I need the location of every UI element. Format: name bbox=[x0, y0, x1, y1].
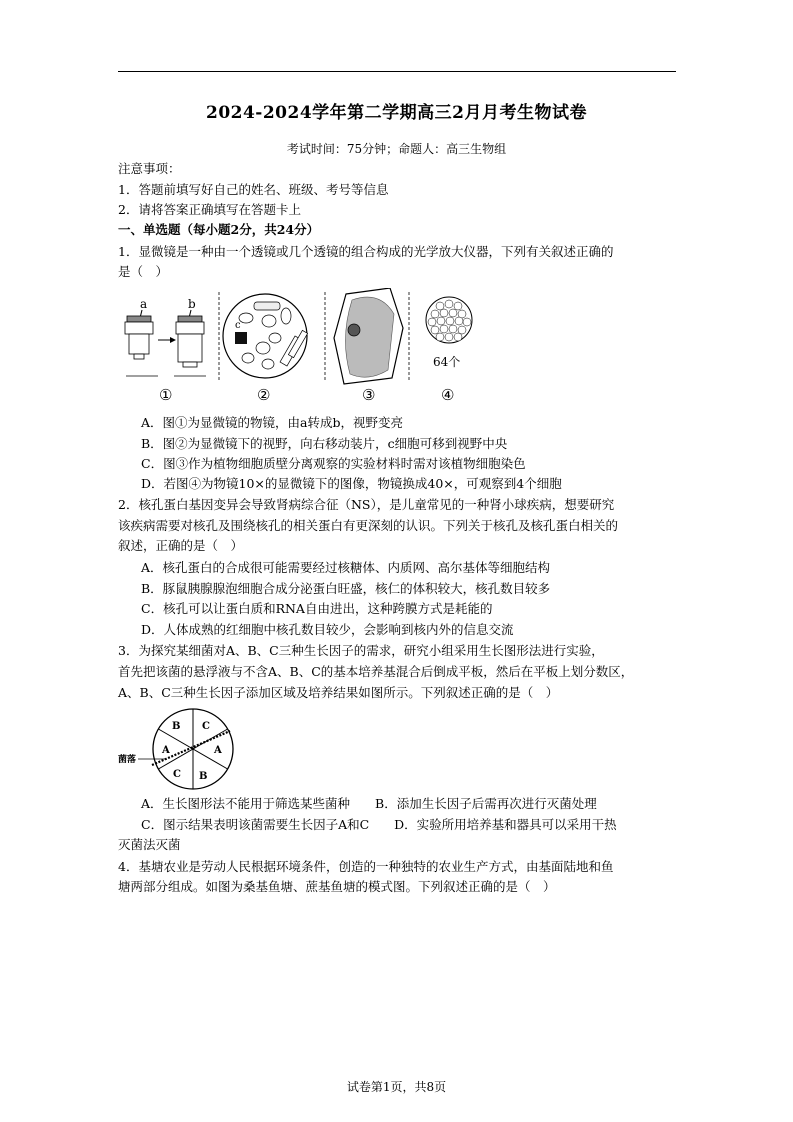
notes-heading: 注意事项： bbox=[118, 161, 181, 176]
count-label: 64个 bbox=[433, 355, 461, 369]
q3-stem: 首先把该菌的悬浮液与不含A、B、C的基本培养基混合后倒成平板，然后在平板上划分数区， bbox=[118, 664, 634, 679]
q2-stem: 叙述，正确的是（ ） bbox=[118, 538, 244, 553]
q1-figure bbox=[118, 288, 488, 406]
q4-stem: 4．基塘农业是劳动人民根据环境条件，创造的一种独特的农业生产方式，由基面陆地和鱼 bbox=[118, 859, 614, 874]
q3-plate-figure bbox=[118, 705, 248, 793]
note-item: 2．请将答案正确填写在答题卡上 bbox=[118, 202, 301, 217]
q1-option: D．若图④为物镜10×的显微镜下的图像，物镜换成40×，可观察到4个细胞 bbox=[141, 476, 562, 491]
page-footer: 试卷第1页，共8页 bbox=[346, 1080, 447, 1094]
q2-option: C．核孔可以让蛋白质和RNA自由进出，这种跨膜方式是耗能的 bbox=[141, 601, 493, 616]
q2-option: A．核孔蛋白的合成很可能需要经过核糖体、内质网、高尔基体等细胞结构 bbox=[141, 560, 551, 575]
cell-c bbox=[235, 332, 247, 344]
region-label: B bbox=[199, 771, 208, 782]
q3-stem: A、B、C三种生长因子添加区域及培养结果如图所示。下列叙述正确的是（ ） bbox=[118, 685, 559, 700]
region-label: C bbox=[202, 721, 210, 732]
label-b: b bbox=[188, 297, 196, 311]
q4-stem: 塘两部分组成。如图为桑基鱼塘、蔗基鱼塘的模式图。下列叙述正确的是（ ） bbox=[118, 879, 556, 894]
header-rule bbox=[118, 71, 676, 72]
figure-number: ③ bbox=[362, 386, 376, 404]
q1-option: A．图①为显微镜的物镜，由a转成b，视野变亮 bbox=[141, 415, 403, 430]
note-item: 1．答题前填写好自己的姓名、班级、考号等信息 bbox=[118, 182, 389, 197]
exam-info: 考试时间：75分钟；命题人：高三生物组 bbox=[286, 142, 507, 156]
figure-number: ① bbox=[159, 386, 173, 404]
section-heading: 一、单选题（每小题2分，共24分） bbox=[118, 222, 320, 237]
label-a: a bbox=[140, 297, 148, 311]
q1-stem: 1．显微镜是一种由一个透镜或几个透镜的组合构成的光学放大仪器，下列有关叙述正确的 bbox=[118, 244, 614, 259]
objective-b-icon bbox=[178, 316, 202, 322]
q1-option: B．图②为显微镜下的视野，向右移动装片，c细胞可移到视野中央 bbox=[141, 436, 508, 451]
label-c: c bbox=[235, 320, 241, 331]
q3-stem: 3．为探究某细菌对A、B、C三种生长因子的需求，研究小组采用生长图形法进行实验， bbox=[118, 643, 604, 658]
region-label: A bbox=[162, 745, 170, 756]
q2-stem: 该疾病需要对核孔及围绕核孔的相关蛋白有更深刻的认识。下列关于核孔及核孔蛋白相关的 bbox=[118, 518, 619, 533]
q1-stem: 是（ ） bbox=[118, 264, 169, 279]
page-title: 2024-2024学年第二学期高三2月月考生物试卷 bbox=[205, 103, 587, 123]
colony-label: 菌落 bbox=[118, 755, 137, 765]
figure-number: ② bbox=[257, 386, 271, 404]
figure-number: ④ bbox=[441, 386, 455, 404]
q3-option: 灭菌法灭菌 bbox=[118, 837, 181, 852]
objective-a-icon bbox=[127, 316, 151, 322]
q2-stem: 2．核孔蛋白基因变异会导致肾病综合征（NS），是儿童常见的一种肾小球疾病，想要研究 bbox=[118, 497, 615, 512]
region-label: C bbox=[173, 769, 181, 780]
q3-option: C．图示结果表明该菌需要生长因子A和C D．实验所用培养基和器具可以采用干热 bbox=[141, 817, 617, 832]
q3-option: A．生长图形法不能用于筛选某些菌种 B．添加生长因子后需再次进行灭菌处理 bbox=[141, 796, 597, 811]
region-label: A bbox=[214, 745, 222, 756]
q2-option: D．人体成熟的红细胞中核孔数目较少，会影响到核内外的信息交流 bbox=[141, 622, 514, 637]
arrow-icon bbox=[170, 337, 176, 343]
region-label: B bbox=[172, 721, 181, 732]
q1-option: C．图③作为植物细胞质壁分离观察的实验材料时需对该植物细胞染色 bbox=[141, 456, 526, 471]
q2-option: B．豚鼠胰腺腺泡细胞合成分泌蛋白旺盛，核仁的体积较大，核孔数目较多 bbox=[141, 581, 551, 596]
